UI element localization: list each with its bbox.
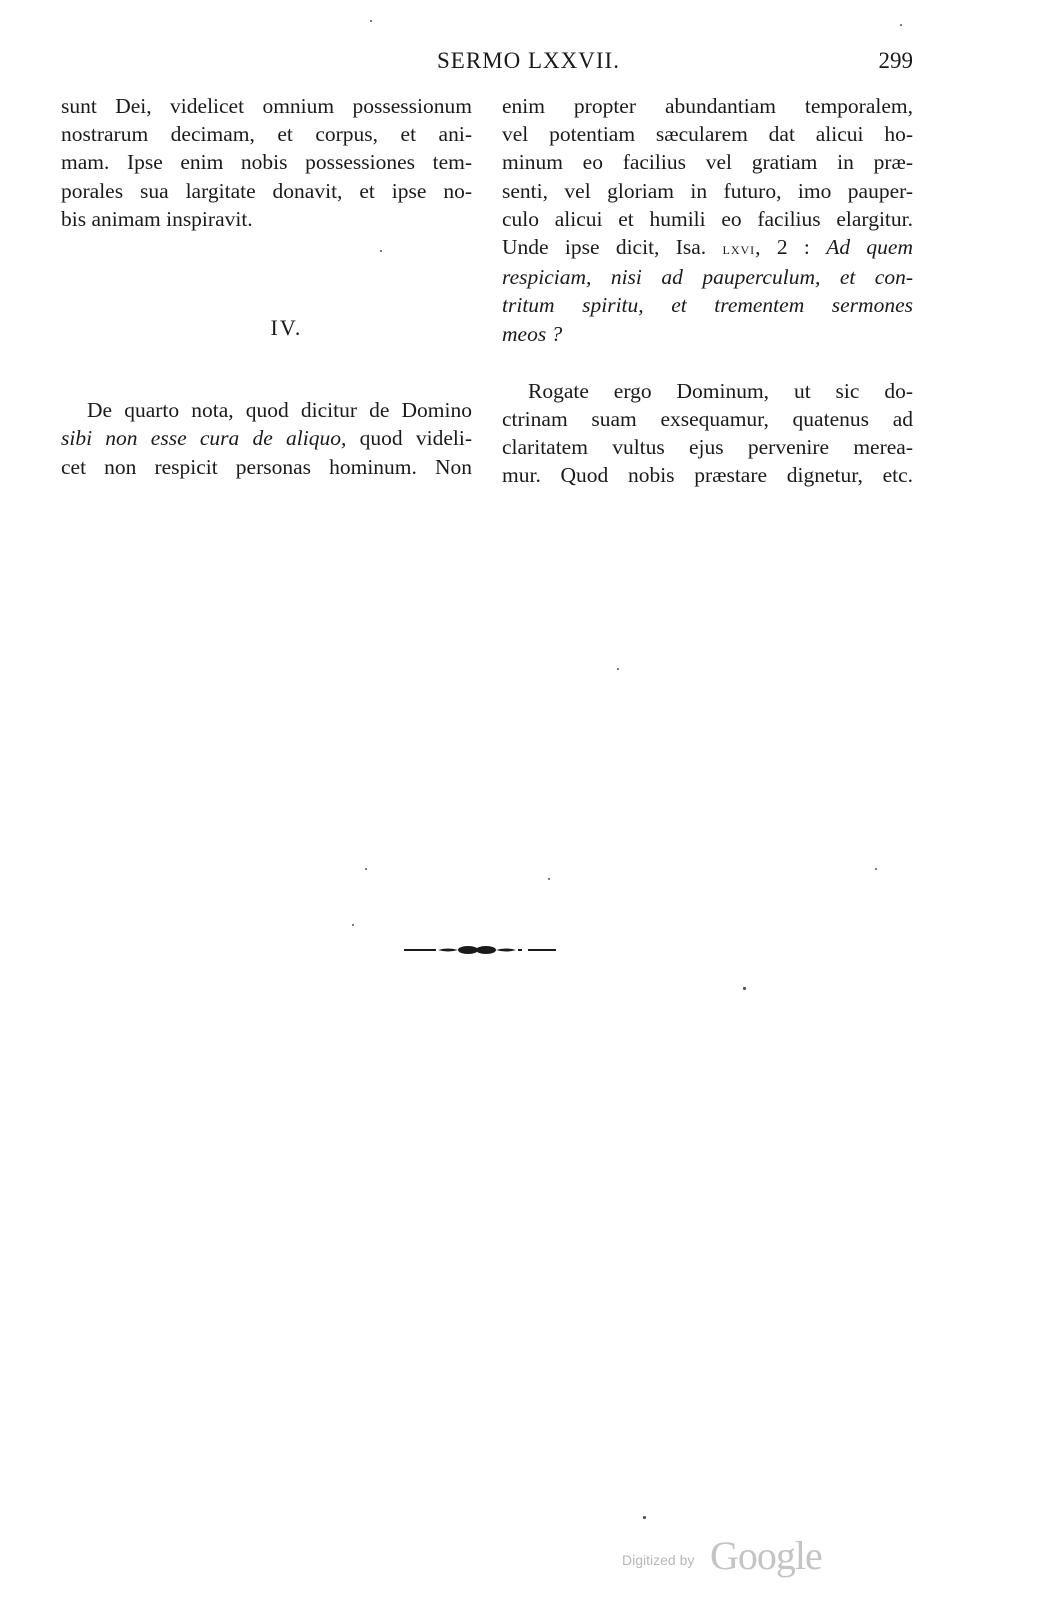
scan-speck (370, 20, 372, 22)
scan-speck (352, 924, 354, 926)
watermark-label: Digitized by (622, 1552, 695, 1568)
page-number: 299 (878, 48, 913, 73)
right-column (502, 92, 913, 490)
text-line: vel potentiam sæcularem dat alicui ho- (502, 122, 913, 147)
text-line: senti, vel gloriam in futuro, imo pauper- (502, 178, 913, 203)
text-line: cet non respicit personas hominum. Non (61, 454, 472, 479)
paragraph-fourth-point (61, 396, 472, 481)
text-line: mur. Quod nobis præstare dignetur, etc. (502, 463, 913, 488)
scan-speck (380, 250, 382, 252)
paragraph-continuation (61, 92, 472, 233)
scan-speck (617, 668, 619, 670)
section-heading: IV. (270, 315, 303, 341)
citation-line (502, 233, 913, 263)
text-line: claritatem vultus ejus pervenire merea- (502, 435, 913, 460)
italic-quote-line: tritum spiritu, et trementem sermones (502, 293, 913, 318)
text-line: culo alicui et humili eo facilius elargitur. (502, 206, 913, 231)
text-fragment: , 2 : (755, 235, 827, 260)
scripture-reference: lxvi (722, 239, 756, 259)
left-column (61, 92, 472, 481)
text-line: porales sua largitate donavit, et ipse no- (61, 178, 472, 203)
italic-quote: sibi non esse cura de aliquo, (61, 426, 347, 451)
scan-speck (743, 987, 746, 990)
italic-quote-line: meos ? (502, 321, 563, 346)
scan-speck (365, 868, 367, 870)
text-line: ctrinam suam exsequamur, quatenus ad (502, 407, 913, 432)
text-line: sunt Dei, videlicet omnium possessionum (61, 94, 472, 118)
running-title: SERMO LXXVII. (437, 48, 620, 73)
text-line: minum eo facilius vel gratiam in præ- (502, 150, 913, 175)
scan-speck (875, 868, 877, 870)
scan-speck (548, 878, 550, 880)
paragraph-continuation (502, 92, 913, 348)
italic-quote-line: respiciam, nisi ad pauperculum, et con- (502, 265, 913, 290)
watermark-brand: Google (710, 1533, 822, 1578)
scan-speck (643, 1516, 646, 1519)
digitization-watermark (622, 1532, 842, 1582)
text-line: mam. Ipse enim nobis possessiones tem- (61, 150, 472, 175)
end-ornament (400, 944, 560, 956)
italic-quote: Ad quem (826, 235, 913, 260)
text-line: enim propter abundantiam temporalem, (502, 94, 913, 118)
text-line: Rogate ergo Dominum, ut sic do- (528, 378, 913, 403)
text-line-mixed (61, 424, 472, 452)
text-line: bis animam inspiravit. (61, 206, 253, 231)
text-line: De quarto nota, quod dicitur de Domino (87, 398, 472, 423)
scan-speck (900, 24, 902, 26)
text-line: nostrarum decimam, et corpus, et ani- (61, 122, 472, 147)
text-fragment: quod videli- (346, 426, 472, 451)
paragraph-closing (502, 377, 913, 490)
text-fragment: Unde ipse dicit, Isa. (502, 235, 723, 260)
